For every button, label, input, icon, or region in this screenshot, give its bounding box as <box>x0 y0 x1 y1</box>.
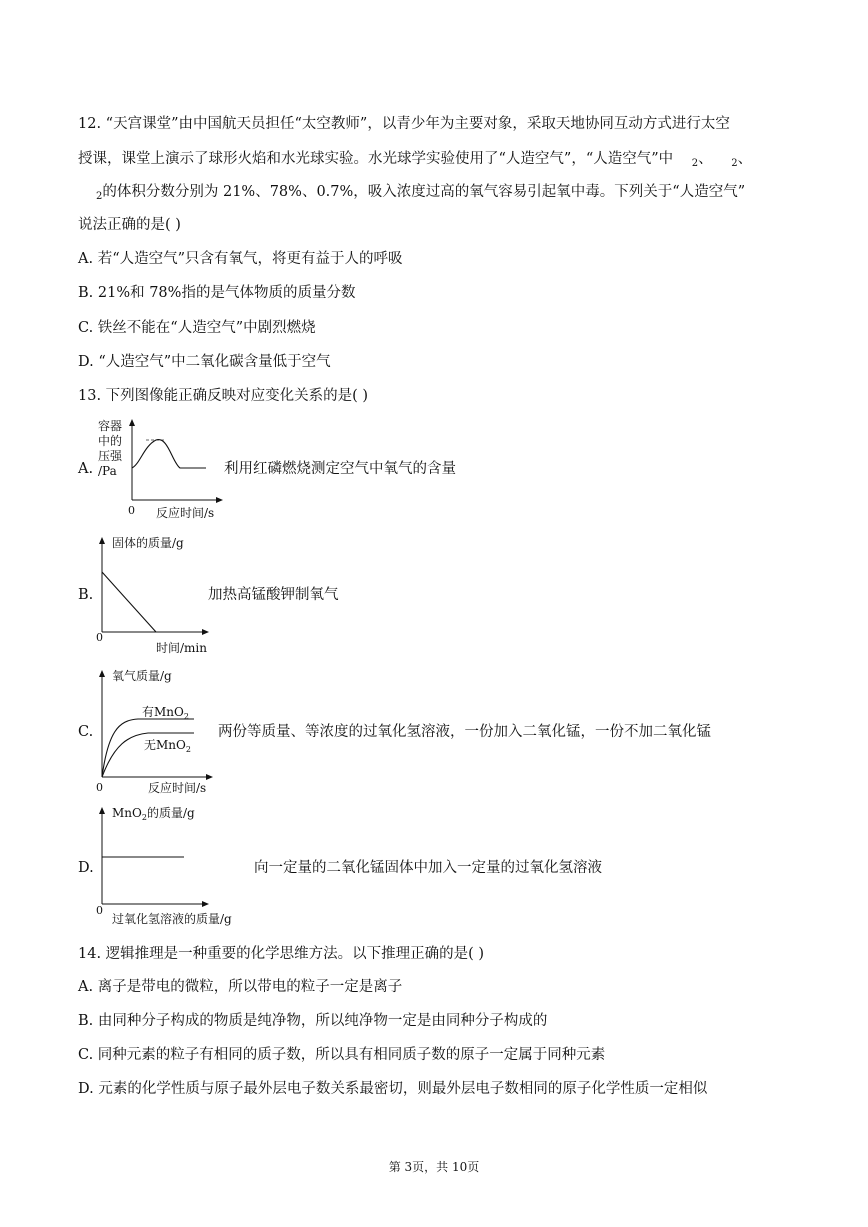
graph-c-curve-top-label <box>142 705 189 721</box>
q12-line3-text: 的体积分数分别为 21%、78%、0.7%，吸入浓度过高的氧气容易引起氧中毒。下列关于“人造空气” <box>102 184 746 200</box>
graph-b-line <box>102 572 156 632</box>
graph-c-curve-bottom-label <box>144 738 191 754</box>
graph-d-x-arrow <box>202 901 209 907</box>
q14-option-d: D. 元素的化学性质与原子最外层电子数关系最密切，则最外层电子数相同的原子化学性质一定相似 <box>78 1081 708 1097</box>
graph-b-origin: 0 <box>96 631 103 644</box>
graph-a-origin: 0 <box>128 504 135 517</box>
graph-b-y-arrow <box>99 537 105 544</box>
graph-c-top-label-sub: 2 <box>183 712 189 721</box>
q12-option-d: D. “人造空气”中二氧化碳含量低于空气 <box>78 354 331 370</box>
graph-c-bottom-label-text: 无MnO <box>144 738 186 752</box>
q12-sub-b: 2 <box>731 158 738 169</box>
graph-d-y-arrow <box>99 807 105 814</box>
graph-d-ylabel <box>112 805 195 822</box>
q13-option-c-label: C. <box>78 724 94 740</box>
graph-a-ylabel-4: /Pa <box>98 464 117 478</box>
q13-option-b-label: B. <box>78 587 94 603</box>
q12-option-c: C. 铁丝不能在“人造空气”中剧烈燃烧 <box>78 320 316 336</box>
q13-option-b-caption: 加热高锰酸钾制氧气 <box>208 587 339 603</box>
graph-d-xlabel: 过氧化氢溶液的质量/g <box>112 912 232 926</box>
graph-d-ylabel-main: MnO <box>112 806 142 820</box>
graph-a-x-arrow <box>216 497 223 503</box>
graph-a-curve <box>132 440 206 468</box>
q13-option-d-caption: 向一定量的二氧化锰固体中加入一定量的过氧化氢溶液 <box>254 860 602 876</box>
q13-option-a-label: A. <box>78 461 94 477</box>
q12-sub-a: 2 <box>691 158 699 169</box>
graph-b <box>92 534 220 656</box>
q13-stem: 13. 下列图像能正确反映对应变化关系的是( ) <box>78 388 369 404</box>
graph-b-ylabel: 固体的质量/g <box>112 536 184 550</box>
q14-option-c: C. 同种元素的粒子有相同的质子数，所以具有相同质子数的原子一定属于同种元素 <box>78 1047 606 1063</box>
graph-a <box>94 416 234 524</box>
graph-c-x-arrow <box>206 774 213 780</box>
graph-c-ylabel: 氧气质量/g <box>112 669 172 683</box>
q12-option-a: A. 若“人造空气”只含有氧气，将更有益于人的呼吸 <box>78 251 403 267</box>
q13-option-a-caption: 利用红磷燃烧测定空气中氧气的含量 <box>224 461 456 477</box>
graph-c <box>92 663 222 795</box>
graph-d-ylabel-sub: 2 <box>141 813 147 822</box>
q12-sub-c: 2 <box>96 191 103 202</box>
q12-sep-b: 、 <box>737 151 753 167</box>
graph-a-y-arrow <box>129 419 135 426</box>
q14-option-b: B. 由同种分子构成的物质是纯净物，所以纯净物一定是由同种分子构成的 <box>78 1013 548 1029</box>
q12-stem-line2 <box>78 149 752 171</box>
q12-option-b: B. 21%和 78%指的是气体物质的质量分数 <box>78 285 356 301</box>
q14-stem: 14. 逻辑推理是一种重要的化学思维方法。以下推理正确的是( ) <box>78 946 485 962</box>
page-footer: 第 3页，共 10页 <box>388 1160 480 1174</box>
q12-stem-line1: 12. “天宫课堂”由中国航天员担任“太空教师”，以青少年为主要对象，采取天地协同互动方式进行太空 <box>78 116 730 132</box>
graph-c-bottom-label-sub: 2 <box>185 745 191 754</box>
q12-stem-line3 <box>96 182 745 204</box>
q12-stem-line4: 说法正确的是( ) <box>78 217 181 233</box>
q13-option-c-caption: 两份等质量、等浓度的过氧化氢溶液，一份加入二氧化锰，一份不加二氧化锰 <box>218 724 711 740</box>
graph-d <box>92 800 260 928</box>
graph-c-xlabel: 反应时间/s <box>148 781 207 795</box>
graph-c-top-label-text: 有MnO <box>142 705 184 719</box>
graph-a-xlabel: 反应时间/s <box>156 506 215 520</box>
q12-line2-text: 授课，课堂上演示了球形火焰和水光球实验。水光球学实验使用了“人造空气”，“人造空气”中 <box>78 151 674 167</box>
graph-b-xlabel: 时间/min <box>156 641 207 655</box>
graph-d-ylabel-rest: 的质量/g <box>146 806 195 820</box>
graph-c-origin: 0 <box>96 781 103 794</box>
q12-sep-a: 、 <box>698 151 713 167</box>
q13-option-d-label: D. <box>78 860 94 876</box>
q14-option-a: A. 离子是带电的微粒，所以带电的粒子一定是离子 <box>78 979 403 995</box>
graph-b-x-arrow <box>202 629 209 635</box>
graph-a-ylabel-1: 容器 <box>98 419 123 433</box>
graph-d-origin: 0 <box>96 904 103 917</box>
graph-a-ylabel-3: 压强 <box>98 449 123 463</box>
graph-c-y-arrow <box>99 670 105 677</box>
graph-a-ylabel-2: 中的 <box>98 434 123 448</box>
